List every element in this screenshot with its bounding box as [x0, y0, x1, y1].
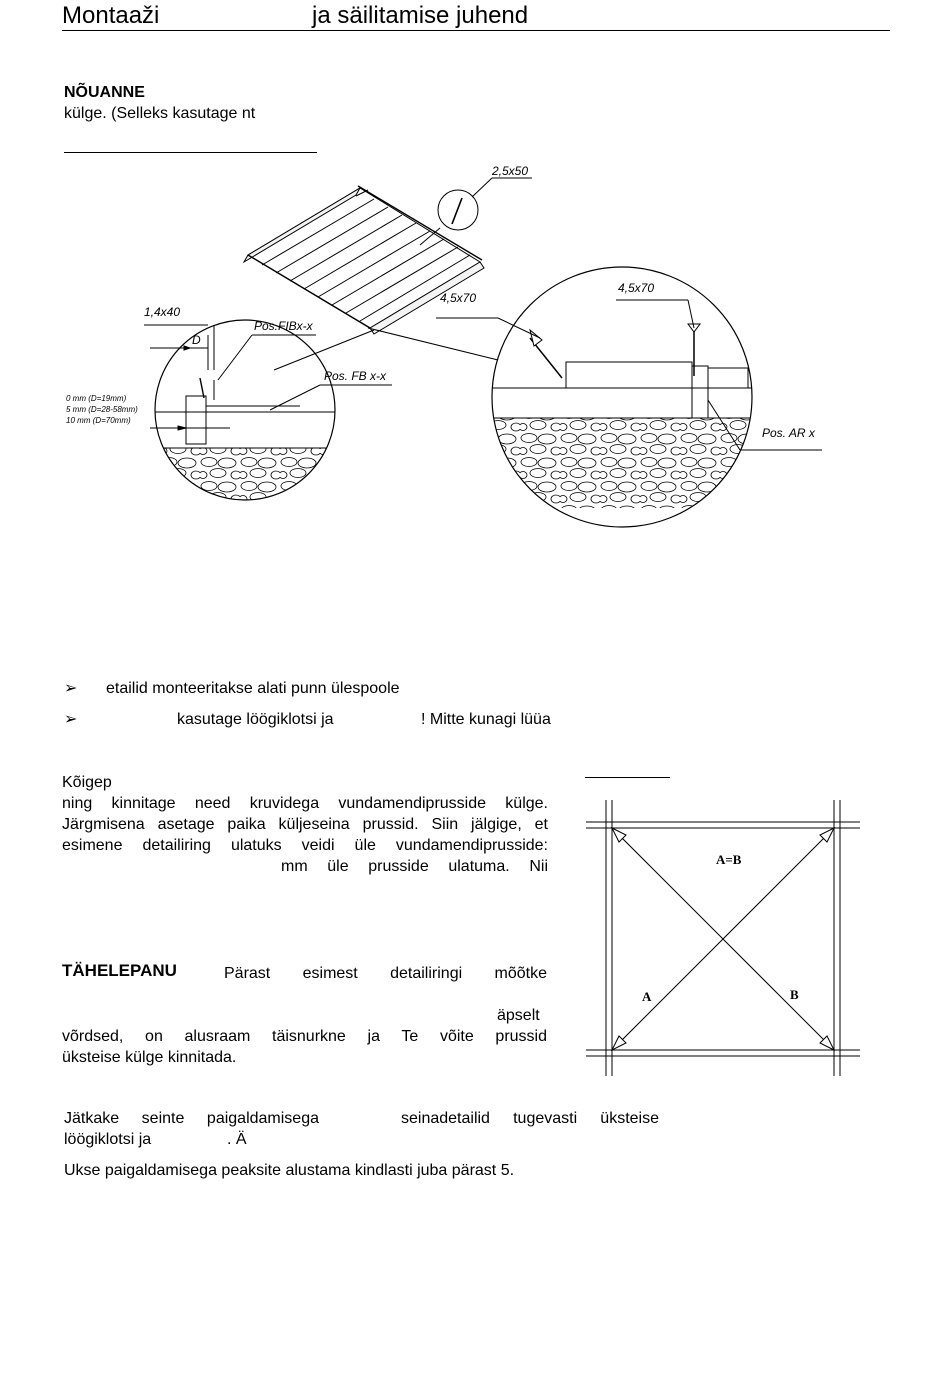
label-pos-fib: Pos.FIBx-x: [254, 319, 313, 333]
bullet-text-2a: kasutage löögiklotsi ja: [177, 711, 334, 728]
gap-note-2: 5 mm (D=28-58mm): [66, 405, 138, 414]
gap-note-1: 0 mm (D=19mm): [66, 394, 127, 403]
para3-line2a: löögiklotsi ja: [64, 1131, 152, 1148]
header-title-left: Montaaži: [62, 2, 160, 29]
label-dim-d: D: [192, 333, 201, 347]
para3-line1a: Jätkake seinte paigaldamisega: [64, 1110, 319, 1127]
para2-line3: üksteise külge kinnitada.: [62, 1049, 237, 1066]
label-a: A: [642, 989, 652, 1004]
para2-line2: võrdsed, on alusraam täisnurkne ja Te võite prussid: [62, 1028, 547, 1045]
right-detail-circle: [368, 267, 822, 527]
para3-line2b: . Ä: [227, 1131, 247, 1148]
para3-line1b: seinadetailid tugevasti üksteise: [401, 1110, 659, 1127]
advice-text: külge. (Selleks kasutage nt: [64, 105, 256, 122]
attention-label: TÄHELEPANU: [62, 961, 177, 980]
para1-line1: Kõigep: [62, 774, 112, 791]
para2-line1: äpselt: [497, 1007, 540, 1024]
label-a-equals-b: A=B: [716, 852, 742, 867]
para4: Ukse paigaldamisega peaksite alustama kindlasti juba pärast 5.: [64, 1162, 515, 1179]
bullet-symbol-2: ➢: [64, 711, 78, 728]
advice-heading: NÕUANNE: [64, 84, 145, 101]
bullet-symbol-1: ➢: [64, 680, 78, 697]
attention-line: Pärast esimest detailiringi mõõtke: [224, 965, 547, 982]
floor-panel-illustration: [244, 186, 484, 334]
para1-line5: mm üle prusside ulatuma. Nii: [281, 858, 548, 875]
para1-line4: esimene detailiring ulatuks veidi üle vundamendiprusside:: [62, 837, 548, 854]
label-nail-right: 4,5x70: [618, 281, 655, 295]
gap-note-3: 10 mm (D=70mm): [66, 416, 131, 425]
bullet-text-2b: ! Mitte kunagi lüüa: [421, 711, 551, 728]
diagonal-check-drawing: [586, 800, 860, 1076]
label-nail-side: 1,4x40: [144, 305, 181, 319]
left-detail-circle: [144, 320, 392, 508]
label-nail-top: 2,5x50: [492, 164, 529, 178]
header-title-right: ja säilitamise juhend: [312, 2, 529, 29]
label-b: B: [790, 987, 799, 1002]
para1-line3: Järgmisena asetage paika küljeseina prussid. Siin jälgige, et: [62, 816, 548, 833]
section-underline: [585, 777, 670, 778]
label-pos-fb: Pos. FB x-x: [324, 369, 387, 383]
para1-line2: ning kinnitage need kruvidega vundamendiprusside külge.: [62, 795, 548, 812]
label-nail-mid: 4,5x70: [440, 291, 477, 305]
bullet-text-1: etailid monteeritakse alati punn ülespoole: [106, 680, 400, 697]
label-pos-ar: Pos. AR x: [762, 426, 815, 440]
